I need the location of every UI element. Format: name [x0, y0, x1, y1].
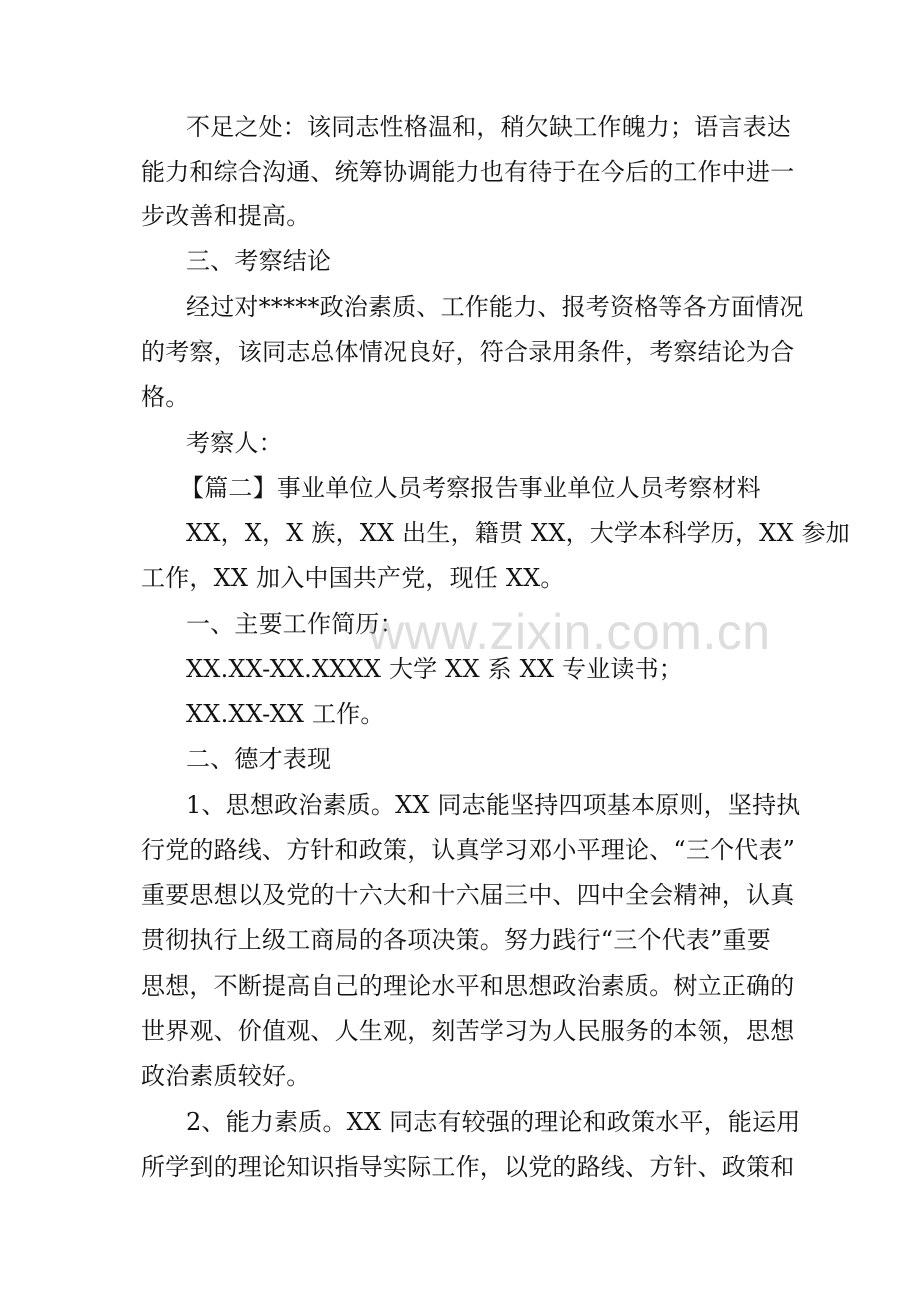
paragraph-line: 行党的路线、方针和政策，认真学习邓小平理论、“三个代表” — [141, 836, 796, 864]
paragraph-line: 不足之处：该同志性格温和，稍欠缺工作魄力；语言表达 — [186, 113, 791, 141]
paragraph-line: XX.XX-XX 工作。 — [186, 700, 385, 728]
section-heading: 三、考察结论 — [186, 247, 332, 275]
paragraph-line: 工作，XX 加入中国共产党，现任 XX。 — [141, 564, 565, 592]
paragraph-line: 的考察，该同志总体情况良好，符合录用条件，考察结论为合 — [141, 338, 795, 366]
paragraph-line: 1、思想政治素质。XX 同志能坚持四项基本原则，坚持执 — [186, 791, 801, 819]
paragraph-line: 2、能力素质。XX 同志有较强的理论和政策水平，能运用 — [186, 1108, 801, 1136]
paragraph-line: 格。 — [141, 383, 190, 411]
section-heading: 一、主要工作简历： — [186, 610, 404, 638]
paragraph-line: 经过对*****政治素质、工作能力、报考资格等各方面情况 — [186, 293, 804, 321]
watermark: www.zixin.com.cn — [368, 604, 771, 660]
paragraph-line: 重要思想以及党的十六大和十六届三中、四中全会精神，认真 — [141, 881, 795, 909]
paragraph-line: 思想，不断提高自己的理论水平和思想政治素质。树立正确的 — [141, 972, 795, 1000]
paragraph-line: 考察人： — [186, 429, 283, 457]
paragraph-line: 所学到的理论知识指导实际工作，以党的路线、方针、政策和 — [141, 1153, 795, 1181]
paragraph-line: XX，X，X 族，XX 出生，籍贯 XX，大学本科学历，XX 参加 — [186, 519, 850, 547]
paragraph-line: 步改善和提高。 — [141, 202, 311, 230]
paragraph-line: 政治素质较好。 — [141, 1062, 311, 1090]
section-heading: 二、德才表现 — [186, 745, 332, 773]
paragraph-line: 世界观、价值观、人生观，刻苦学习为人民服务的本领，思想 — [141, 1017, 795, 1045]
article-heading: 【篇二】事业单位人员考察报告事业单位人员考察材料 — [180, 474, 761, 502]
paragraph-line: XX.XX-XX.XXXX 大学 XX 系 XX 专业读书； — [186, 655, 684, 683]
paragraph-line: 能力和综合沟通、统筹协调能力也有待于在今后的工作中进一 — [141, 158, 795, 186]
paragraph-line: 贯彻执行上级工商局的各项决策。努力践行“三个代表”重要 — [141, 926, 771, 954]
